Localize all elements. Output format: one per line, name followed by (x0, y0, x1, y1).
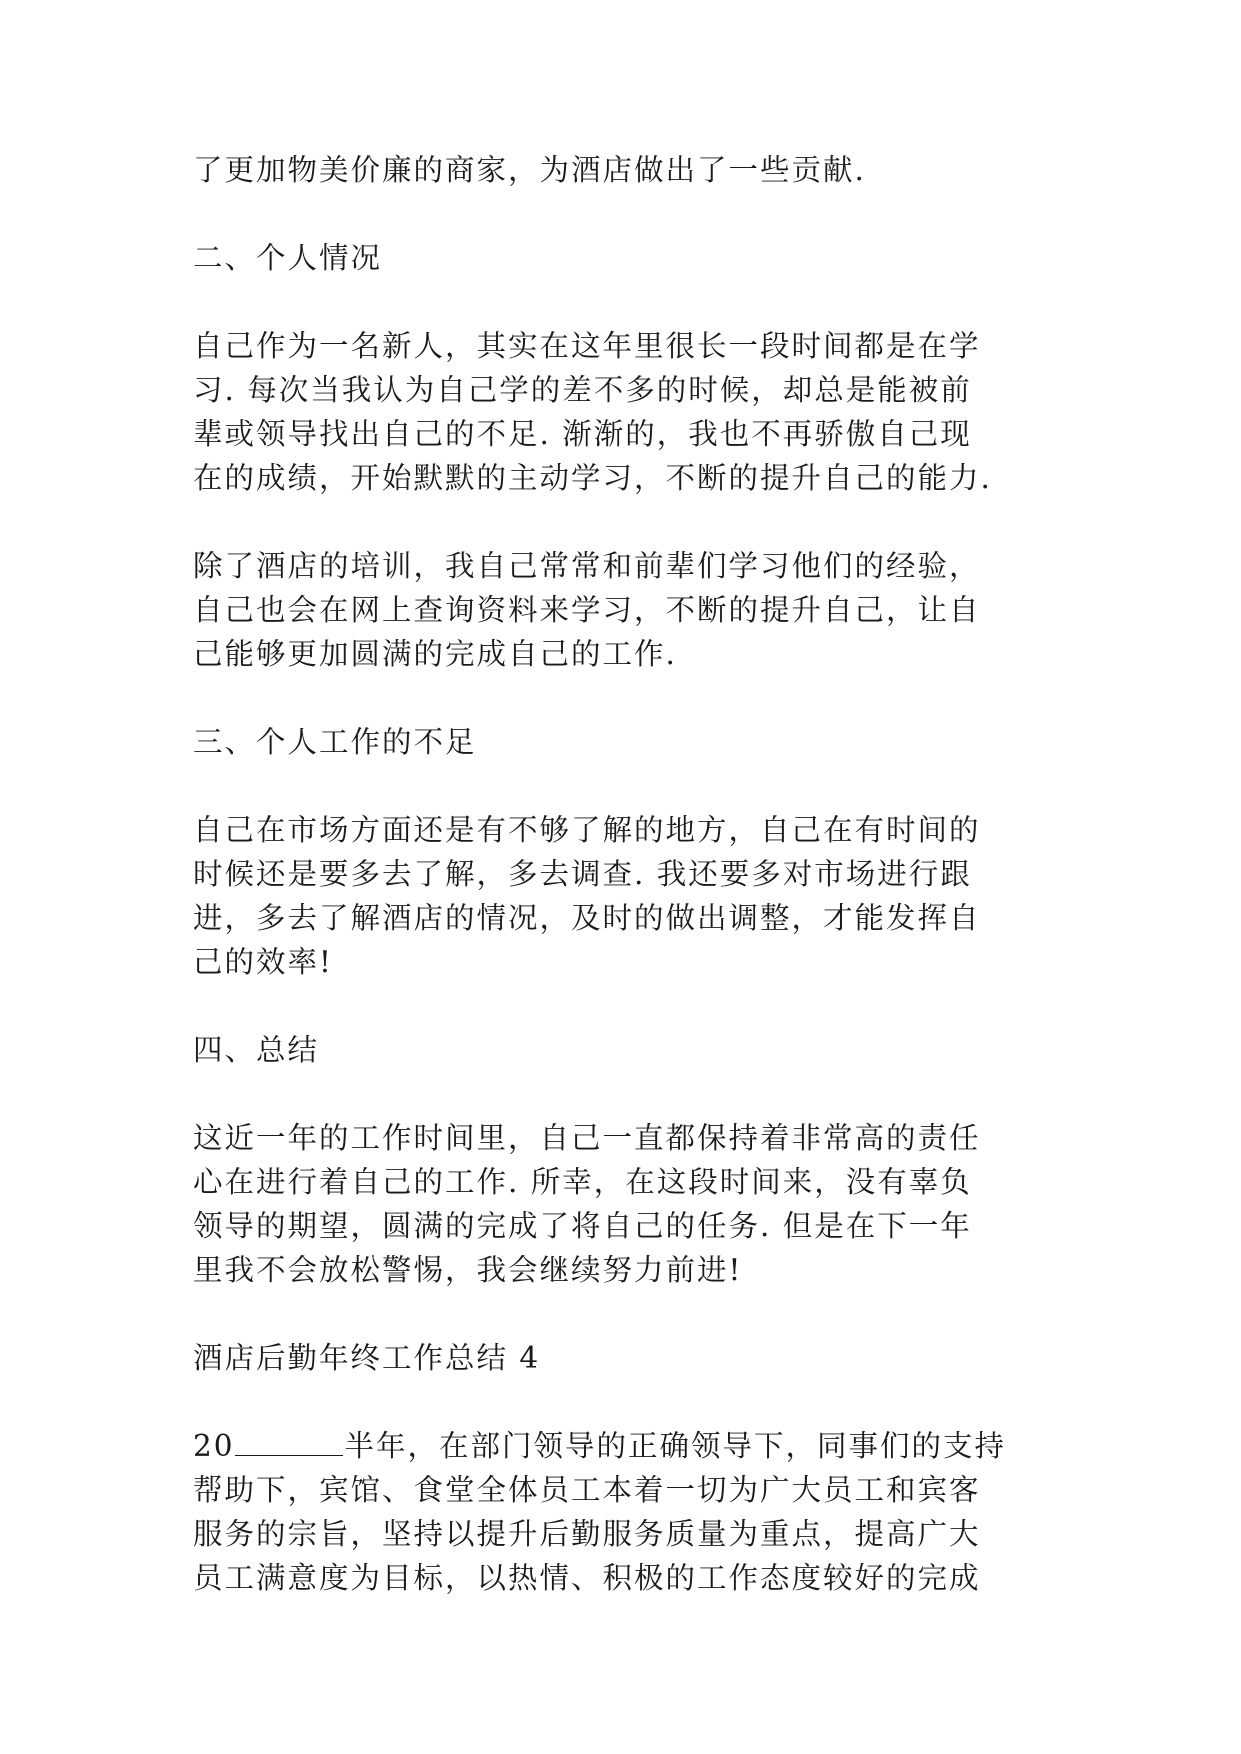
text-line: 服务的宗旨，坚持以提升后勤服务质量为重点，提高广大 (193, 1517, 981, 1551)
first-line-rest: 半年，在部门领导的正确领导下，同事们的支持 (344, 1429, 1007, 1463)
heading-text: 四、总结 (193, 1033, 320, 1067)
paragraph-spacer (193, 280, 1049, 324)
text-line: 除了酒店的培训，我自己常常和前辈们学习他们的经验， (193, 549, 981, 583)
text-line: 在的成绩，开始默默的主动学习，不断的提升自己的能力. (193, 461, 992, 495)
text-line: 这近一年的工作时间里，自己一直都保持着非常高的责任 (193, 1121, 981, 1155)
heading-section-4 (193, 1336, 1049, 1380)
paragraph-shortcomings (193, 808, 1049, 984)
text-line: 帮助下，宾馆、食堂全体员工本着一切为广大员工和宾客 (193, 1473, 981, 1507)
paragraph-spacer (193, 764, 1049, 808)
text-line: 自己作为一名新人，其实在这年里很长一段时间都是在学 (193, 329, 981, 363)
heading-text: 酒店后勤年终工作总结 4 (193, 1341, 541, 1375)
text-line: 自己在市场方面还是有不够了解的地方，自己在有时间的 (193, 813, 981, 847)
heading-text: 三、个人工作的不足 (193, 725, 477, 759)
text-line: 时候还是要多去了解，多去调查. 我还要多对市场进行跟 (193, 857, 972, 891)
heading-text: 二、个人情况 (193, 241, 383, 275)
paragraph-spacer (193, 984, 1049, 1028)
paragraph-summary (193, 1116, 1049, 1292)
document-body (193, 148, 1049, 1600)
heading-summary (193, 1028, 1049, 1072)
fill-in-blank (235, 1427, 343, 1456)
paragraph-section-4-intro (193, 1424, 1049, 1600)
paragraph-spacer (193, 676, 1049, 720)
text-line (193, 1424, 1049, 1468)
text-line: 领导的期望，圆满的完成了将自己的任务. 但是在下一年 (193, 1209, 972, 1243)
text-line: 员工满意度为目标，以热情、积极的工作态度较好的完成 (193, 1561, 981, 1595)
heading-shortcomings (193, 720, 1049, 764)
text-line: 己的效率! (193, 945, 333, 979)
paragraph-spacer (193, 1292, 1049, 1336)
year-prefix: 20 (193, 1429, 235, 1463)
paragraph-spacer (193, 1380, 1049, 1424)
text-line: 心在进行着自己的工作. 所幸，在这段时间来，没有辜负 (193, 1165, 972, 1199)
text-line: 己能够更加圆满的完成自己的工作. (193, 637, 677, 671)
text-line: 自己也会在网上查询资料来学习，不断的提升自己，让自 (193, 593, 981, 627)
paragraph-personal-2 (193, 544, 1049, 676)
text-line: 了更加物美价廉的商家，为酒店做出了一些贡献. (193, 153, 866, 187)
paragraph-spacer (193, 1072, 1049, 1116)
paragraph-spacer (193, 192, 1049, 236)
heading-personal-situation (193, 236, 1049, 280)
paragraph-intro-tail (193, 148, 1049, 192)
text-line: 进，多去了解酒店的情况，及时的做出调整，才能发挥自 (193, 901, 981, 935)
paragraph-personal-1 (193, 324, 1049, 500)
text-line: 辈或领导找出自己的不足. 渐渐的，我也不再骄傲自己现 (193, 417, 972, 451)
paragraph-spacer (193, 500, 1049, 544)
text-line: 里我不会放松警惕，我会继续努力前进! (193, 1253, 743, 1287)
text-line: 习. 每次当我认为自己学的差不多的时候，却总是能被前 (193, 373, 972, 407)
